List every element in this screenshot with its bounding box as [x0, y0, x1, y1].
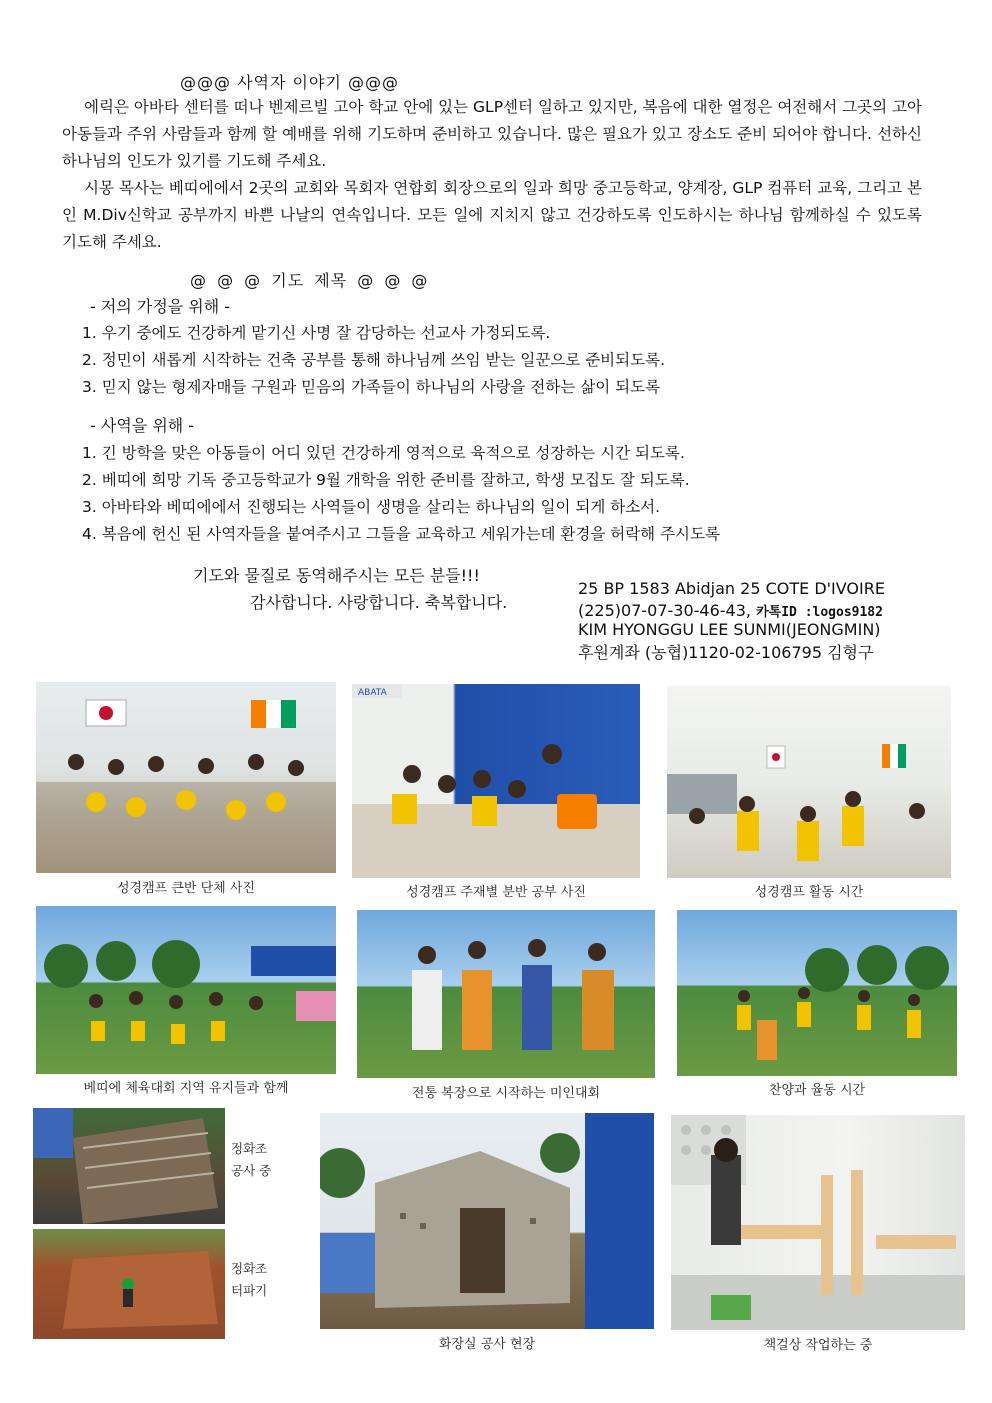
caption-bible-camp-activity: 성경캠프 활동 시간	[754, 885, 864, 900]
story-heading: @@@ 사역자 이야기 @@@	[180, 73, 399, 92]
family-item: 3. 믿지 않는 형제자매들 구원과 믿음의 가족들이 하나님의 사랑을 전하는 삶이 되도록	[82, 378, 661, 396]
photo-bible-camp-group	[36, 682, 336, 873]
photo-septic-construction	[33, 1108, 225, 1224]
thanks-line-1: 기도와 물질로 동역해주시는 모든 분들!!!	[193, 566, 480, 585]
photo-toilet-construction	[320, 1113, 654, 1329]
caption-toilet-construction: 화장실 공사 현장	[438, 1337, 536, 1352]
caption-septic-construction-line: 공사 중	[231, 1163, 272, 1178]
caption-bible-camp-class: 성경캠프 주재별 분반 공부 사진	[406, 885, 586, 900]
ministry-item: 4. 복음에 헌신 된 사역자들을 붙여주시고 그들을 교육하고 세워가는데 환경을 허락해 주시도록	[82, 525, 720, 543]
photo-beauty-contest	[357, 910, 655, 1078]
contact-kakao: 카톡ID :logos9182	[756, 605, 883, 620]
ministry-item: 3. 아바타와 베띠에에서 진행되는 사역들이 생명을 살리는 하나님의 일이 되게 하소서.	[82, 498, 661, 516]
photo-praise-dance	[677, 910, 957, 1076]
caption-septic-construction	[231, 1138, 271, 1182]
caption-sports-day: 베띠에 체육대회 지역 유지들과 함께	[83, 1081, 289, 1096]
photo-septic-excavation	[33, 1229, 225, 1339]
photo-sports-day	[36, 906, 336, 1074]
ministry-item: 1. 긴 방학을 맞은 아동들이 어디 있던 건강하게 영적으로 육적으로 성장하는 시간 되도록.	[82, 444, 685, 462]
caption-beauty-contest: 전통 복장으로 시작하는 미인대회	[411, 1086, 601, 1101]
photo-desk-making	[671, 1115, 965, 1330]
caption-desk-making: 책걸상 작업하는 중	[763, 1338, 873, 1353]
ministry-item: 2. 베띠에 희망 기독 중고등학교가 9월 개학을 위한 준비를 잘하고, 학생 모집도 잘 되도록.	[82, 471, 690, 489]
family-item: 1. 우기 중에도 건강하게 맡기신 사명 잘 감당하는 선교사 가정되도록.	[82, 324, 551, 342]
contact-address: 25 BP 1583 Abidjan 25 COTE D'IVOIRE	[578, 579, 885, 598]
contact-phone: (225)07-07-30-46-43,	[578, 601, 751, 620]
contact-account: 후원계좌 (농협)1120-02-106795 김형구	[578, 643, 874, 662]
photo-bible-camp-class	[352, 684, 640, 878]
caption-septic-excavation-line: 터파기	[231, 1283, 268, 1298]
family-section-title: - 저의 가정을 위해 -	[90, 297, 231, 316]
caption-bible-camp-group: 성경캠프 큰반 단체 사진	[117, 881, 255, 896]
story-paragraph-2: 시몽 목사는 베띠에에서 2곳의 교회와 목회자 연합회 회장으로의 일과 희망 중고등학교, 양계장, GLP 컴퓨터 교육, 그리고 본인 M.Div신학교 공부까지 바쁜 나날의 연속입니다. 모든 일에 지치지 않고 건강하도록 인도하시는 하나님 함께하실 수 있도록 기도해 주세요.	[62, 179, 922, 251]
caption-septic-construction-line: 정화조	[231, 1141, 268, 1156]
family-item: 2. 정민이 새롭게 시작하는 건축 공부를 통해 하나님께 쓰임 받는 일꾼으로 준비되도록.	[82, 351, 665, 369]
caption-septic-excavation-line: 정화조	[231, 1261, 268, 1276]
contact-phone-line	[578, 601, 883, 620]
contact-names: KIM HYONGGU LEE SUNMI(JEONGMIN)	[578, 620, 881, 639]
photo-bible-camp-activity	[667, 686, 951, 878]
ministry-section-title: - 사역을 위해 -	[90, 416, 195, 435]
prayer-heading: @ @ @ 기도 제목 @ @ @	[190, 271, 429, 290]
abata-sign-text: ABATA	[358, 688, 387, 698]
caption-praise-dance: 찬양과 율동 시간	[768, 1083, 866, 1098]
thanks-line-2: 감사합니다. 사랑합니다. 축복합니다.	[250, 593, 508, 612]
story-paragraph-1: 에릭은 아바타 센터를 떠나 벤제르빌 고아 학교 안에 있는 GLP센터 일하고 있지만, 복음에 대한 열정은 여전해서 그곳의 고아 아동들과 주위 사람들과 함께 할 예배를 위해 기도하며 준비하고 있습니다. 많은 필요가 있고 장소도 준비 되어야 합니다. 선하신 하나님의 인도가 있기를 기도해 주세요.	[62, 98, 922, 170]
caption-septic-excavation	[231, 1258, 267, 1302]
